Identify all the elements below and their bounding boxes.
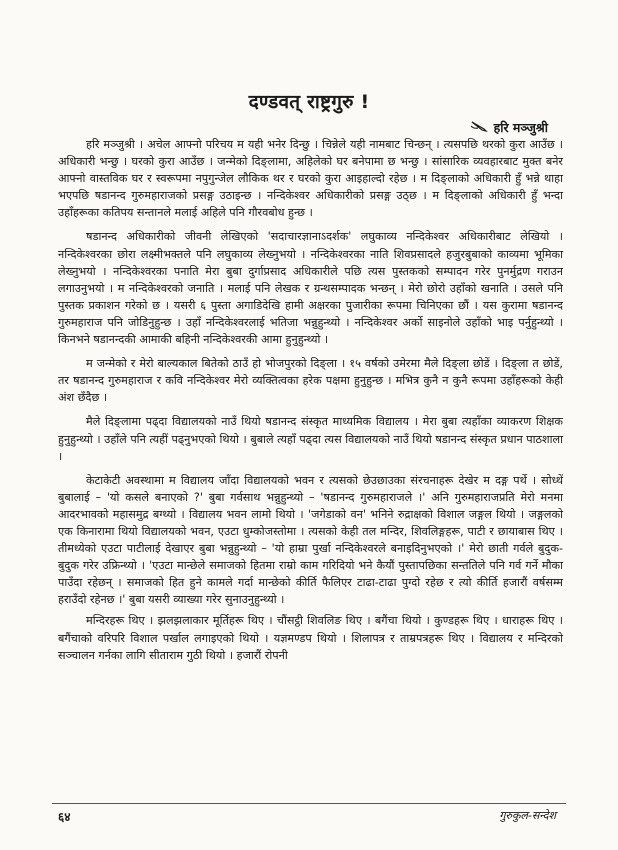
page-number: ६४: [58, 810, 71, 824]
paragraph: म जन्मेको र मेरो बाल्यकाल बितेको ठाउँ हो भोजपुरको दिङ्ला । १५ वर्षको उमेरमा मैले दिङ्ला छोडें । दिङ्ला त छोडें, तर षडानन्द गुरुमहाराज र कवि नन्दिकेश्वर मेरो व्यक्तित्वका हरेक पक्षमा हुनुहुन्छ । मभित्र कुनै न कुनै रूपमा उहाँहरूको केही अंश छँदैछ ।: [58, 357, 563, 405]
author-line: [470, 119, 548, 136]
footer-divider: [52, 803, 566, 804]
paragraph: षडानन्द अधिकारीको जीवनी लेखिएको 'सदाचारज्ञानाऽदर्शक' लघुकाव्य नन्दिकेश्वर अधिकारीबाट लेखियो । नन्दिकेश्वरका छोरा लक्ष्मीभक्तले पनि लघुकाव्य लेख्नुभयो । नन्दिकेश्वरका नाति शिवप्रसादले हजुरबुबाको काव्यमा भूमिका लेख्नुभयो । नन्दिकेश्वरका पनाति मेरा बुबा दुर्गाप्रसाद अधिकारीले पछि त्यस पुस्तकको सम्पादन गरेर पुनर्मुद्रण गराउन लगाउनुभयो । म नन्दिकेश्वरको जनाति । मलाई पनि लेखक र ग्रन्थसम्पादक भन्छन् । मेरो छोरो उहाँको खनाति । उसले पनि पुस्तक प्रकाशन गरेको छ । यसरी ६ पुस्ता अगाडिदेखि हामी अक्षरका पुजारीका रूपमा चिनिएका छौं । यस कुरामा षडानन्द गुरुमहाराज पनि जोडिनुहुन्छ । उहाँ नन्दिकेश्वरलाई भतिजा भन्नुहुन्थ्यो । नन्दिकेश्वर अर्को साइनोले उहाँको भाइ पर्नुहुन्थ्यो । किनभने षडानन्दकी आमाकी बहिनी नन्दिकेश्वरकी आमा हुनुहुन्थ्यो ।: [58, 230, 563, 347]
paragraph: मन्दिरहरू थिए । झलझलाकार मूर्तिहरू थिए । चौंसट्ठी शिवलिङ थिए । बगैंचा थियो । कुण्डहरू थिए । धाराहरू थिए । बगैंचाको वरिपरि विशाल पर्खाल लगाइएको थियो । यज्ञमण्डप थियो । शिलापत्र र ताम्रपत्रहरू थिए । विद्यालय र मन्दिरको सञ्चालन गर्नका लागि सीताराम गुठी थियो । हजारौं रोपनी: [58, 614, 563, 662]
footer-title: गुरुकुल-सन्देश: [499, 809, 556, 822]
paragraph: मैले दिङ्लामा पढ्दा विद्यालयको नाउँ थियो षडानन्द संस्कृत माध्यमिक विद्यालय । मेरा बुबा त्यहाँका व्याकरण शिक्षक हुनुहुन्थ्यो । उहाँले पनि त्यहीं पढ्नुभएको थियो । बुबाले त्यहाँ पढ्दा त्यस विद्यालयको नाउँ थियो षडानन्द संस्कृत प्रधान पाठशाला ।: [58, 415, 563, 463]
article-title: दण्डवत् राष्ट्रगुरु !: [248, 91, 370, 113]
paragraph: हरि मञ्जुश्री । अचेल आफ्नो परिचय म यही भनेर दिन्छु । चिन्नेले यही नामबाट चिन्छन् । त्यसपछि थरको कुरा आउँछ । अधिकारी भन्छु । घरको कुरा आउँछ । जन्मेको दिङ्लामा, अहिलेको घर बनेपामा छ भन्छु । सांसारिक व्यवहारबाट मुक्त बनेर आफ्नो वास्तविक घर र स्वरूपमा नपुगुन्जेल लौकिक थर र घरको कुरा आइहाल्दो रहेछ । म दिङ्लाको अधिकारी हुँ भन्ने थाहा भएपछि षडानन्द गुरुमहाराजको प्रसङ्ग उठाइन्छ । नन्दिकेश्वर अधिकारीको प्रसङ्ग उठ्छ । म दिङ्लाको अधिकारी हुँ भन्दा उहाँहरूका कतिपय सन्तानले मलाई अहिले पनि गौरवबोध हुन्छ ।: [58, 138, 563, 220]
paragraph: केटाकेटी अवस्थामा म विद्यालय जाँदा विद्यालयको भवन र त्यसको छेउछाउका संरचनाहरू देखेर म दङ्ग पर्थे । सोध्थें बुबालाई – 'यो कसले बनाएको ?' बुबा गर्वसाथ भन्नुहुन्थ्यो – 'षडानन्द गुरुमहाराजले ।' अनि गुरुमहाराजप्रति मेरो मनमा आदरभावको महासमुद्र बग्थ्यो । विद्यालय भवन लामो थियो । 'जगेडाको वन' भनिने रुद्राक्षको विशाल जङ्गल थियो । जङ्गलको एक किनारामा थियो विद्यालयको भवन, एउटा धुम्कोजस्तोमा । त्यसको केही तल मन्दिर, शिवलिङ्गहरू, पाटी र छायाबास थिए । तीमध्येको एउटा पाटीलाई देखाएर बुबा भन्नुहुन्थ्यो – 'यो हाम्रा पुर्खा नन्दिकेश्वरले बनाइदिनुभएको ।' मेरो छाती गर्वले बुदुक-बुदुक गरेर उफ्रिन्थ्यो । 'एउटा मान्छेले समाजको हितमा राम्रो काम गरिदियो भने कैयौं पुस्तापछिका सन्ततिले पनि गर्व गर्ने मौका पाउँदा रहेछन् । समाजको हित हुने कामले गर्दा मान्छेको कीर्ति फैलिएर टाढा-टाढा पुग्दो रहेछ र त्यो कीर्ति हजारौं वर्षसम्म हराउँदो रहेनछ ।' बुबा यसरी व्याख्या गरेर सुनाउनुहुन्थ्यो ।: [58, 473, 563, 607]
article-body: [58, 136, 563, 668]
author-name: हरि मञ्जुश्री: [493, 120, 548, 135]
pen-icon: [470, 120, 488, 135]
